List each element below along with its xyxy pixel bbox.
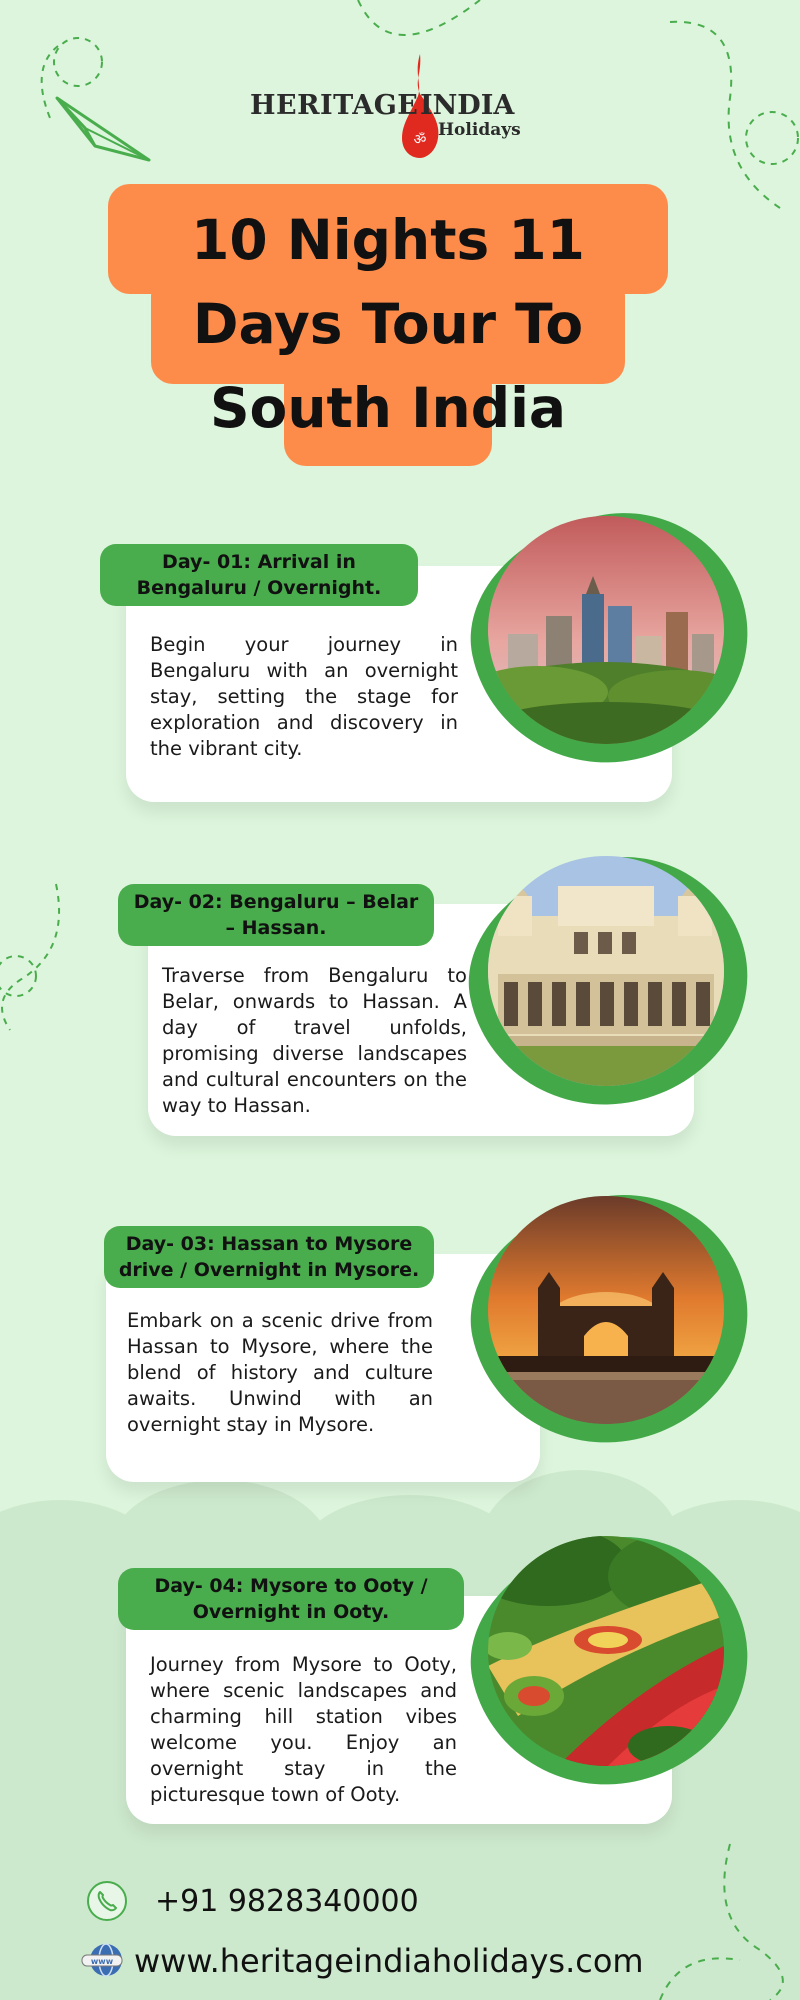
paper-plane-icon <box>55 88 155 168</box>
dashed-swirl-decoration <box>650 1840 800 2000</box>
svg-text:ॐ: ॐ <box>413 132 427 148</box>
day-label: Day- 03: Hassan to Mysore drive / Overnight in Mysore. <box>104 1226 434 1288</box>
dashed-swirl-decoration <box>0 880 70 1040</box>
logo-holidays-text: Holidays <box>438 120 521 140</box>
page-title-block <box>108 184 668 466</box>
brand-logo[interactable] <box>250 54 550 164</box>
mysore-gate-sunset-photo <box>488 1196 724 1424</box>
logo-india-text: INDIA <box>420 90 515 121</box>
ooty-garden-photo <box>488 1536 724 1766</box>
dashed-swirl-decoration <box>660 18 800 218</box>
logo-heritage-text: HERITAGE <box>250 90 419 121</box>
bengaluru-skyline-photo <box>488 516 724 744</box>
phone-number[interactable]: +91 9828340000 <box>155 1884 419 1919</box>
day-label: Day- 01: Arrival in Bengaluru / Overnight. <box>100 544 418 606</box>
day-label: Day- 02: Bengaluru – Belar – Hassan. <box>118 884 434 946</box>
dashed-arc-decoration <box>350 0 490 60</box>
day-description: Embark on a scenic drive from Hassan to Mysore, where the blend of history and culture awaits. Unwind with an overnight stay in Mysore. <box>127 1309 433 1436</box>
globe-www-icon[interactable] <box>78 1941 126 1979</box>
day-description: Journey from Mysore to Ooty, where scenic landscapes and charming hill station vibes welcome you. Enjoy an overnight stay in the picturesque town of Ooty. <box>150 1653 457 1806</box>
day-label: Day- 04: Mysore to Ooty / Overnight in Ooty. <box>118 1568 464 1630</box>
palace-photo <box>488 856 724 1086</box>
svg-text:www: www <box>90 1957 114 1966</box>
page-title: 10 Nights 11 Days Tour To South India <box>191 208 585 440</box>
website-link[interactable]: www.heritageindiaholidays.com <box>134 1942 644 1980</box>
phone-icon[interactable] <box>86 1880 128 1922</box>
day-description: Begin your journey in Bengaluru with an overnight stay, setting the stage for exploration and discovery in the vibrant city. <box>150 633 458 760</box>
day-description: Traverse from Bengaluru to Belar, onwards to Hassan. A day of travel unfolds, promising diverse landscapes and cultural encounters on the way to Hassan. <box>162 964 467 1117</box>
